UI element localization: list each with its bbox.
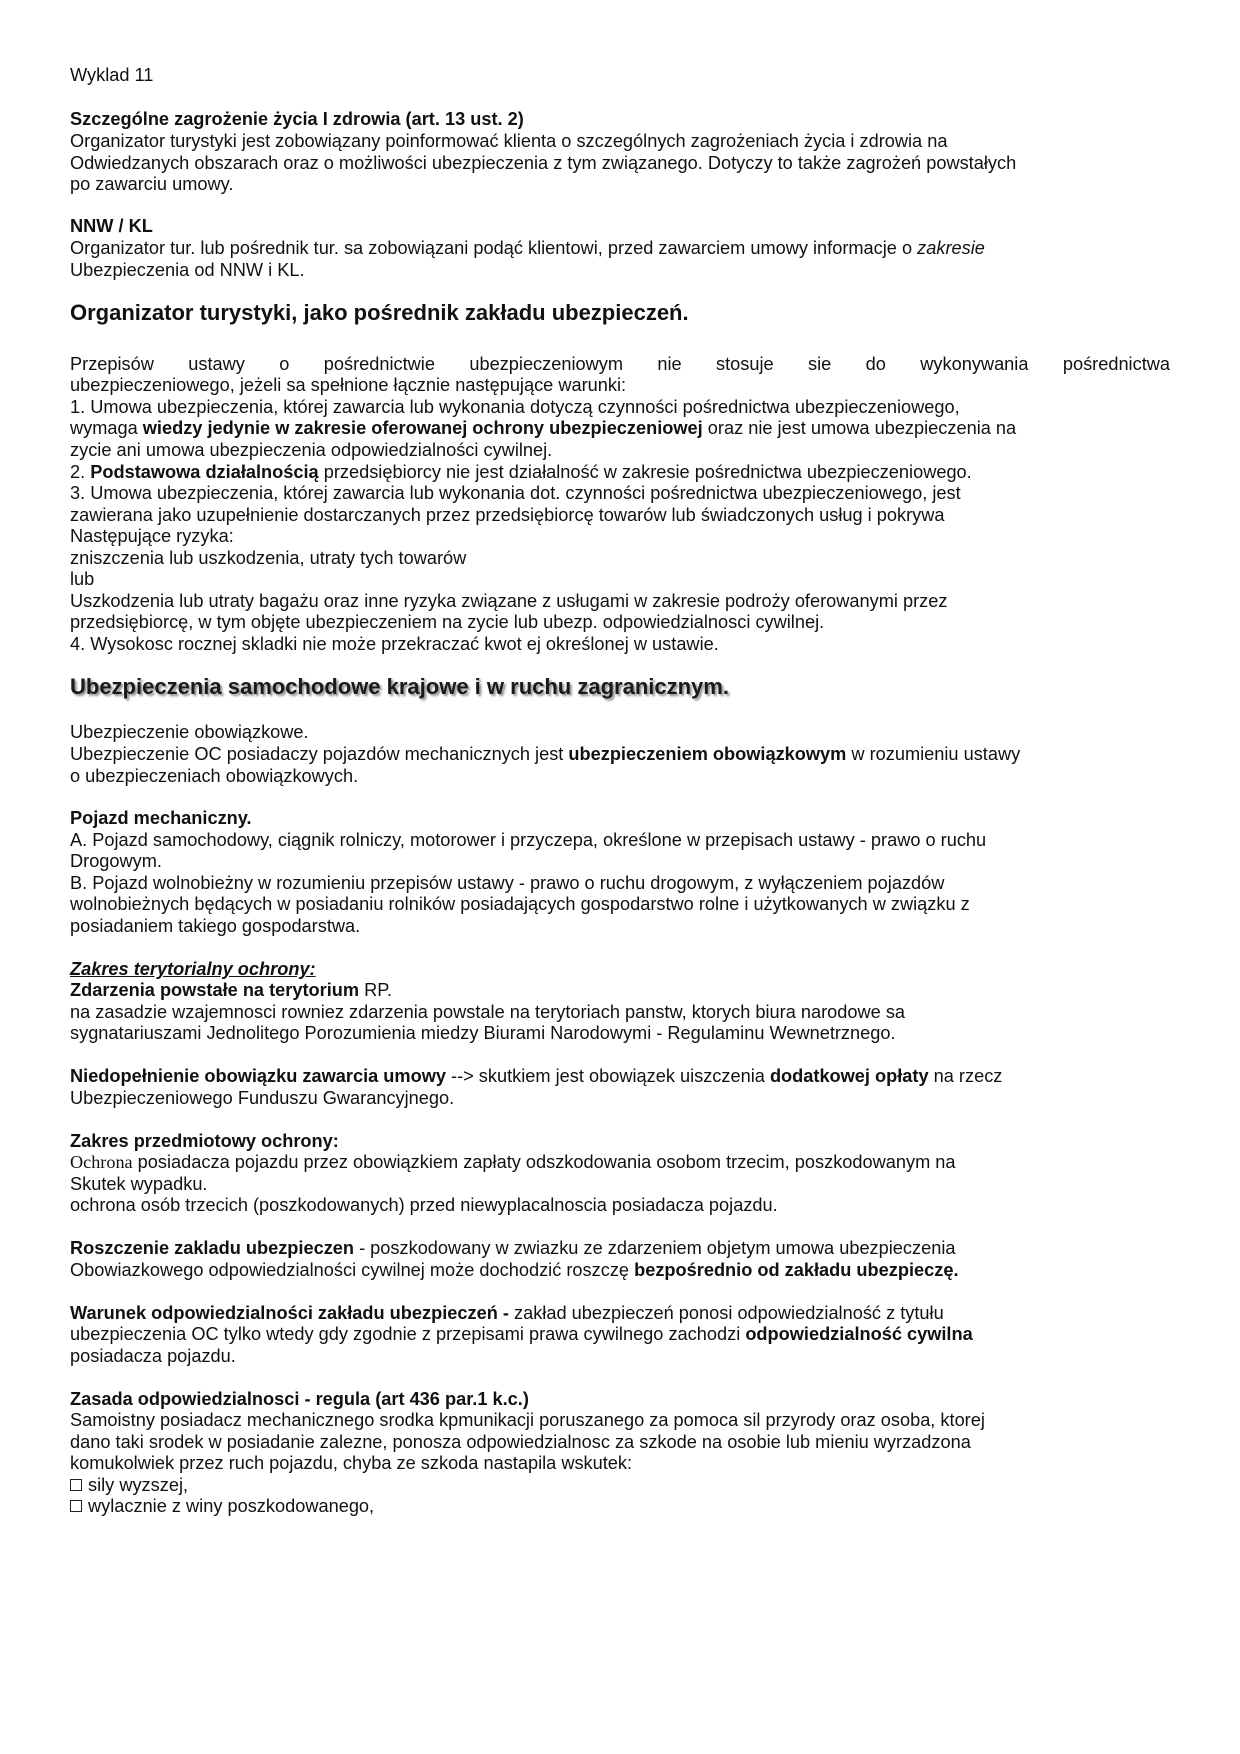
paragraph-line: B. Pojazd wolnobieżny w rozumieniu przepisów ustawy - prawo o ruchu drogowym, z wyłączeniem pojazdów: [70, 873, 945, 893]
bold-text: ubezpieczeniem obowiązkowym: [568, 744, 847, 764]
paragraph-line: 2. Podstawowa działalnością przedsiębiorcy nie jest działalność w zakresie pośrednictwa ubezpieczeniowego.: [70, 462, 972, 482]
paragraph-line: wymaga wiedzy jedynie w zakresie oferowanej ochrony ubezpieczeniowej oraz nie jest umowa ubezpieczenia na: [70, 418, 1017, 438]
bold-text: Podstawowa działalnością: [90, 462, 319, 482]
paragraph-line: Organizator tur. lub pośrednik tur. sa zobowiązani podąć klientowi, przed zawarciem umowy informacje o zakresie: [70, 238, 985, 258]
list-item: sily wyzszej,: [70, 1473, 188, 1497]
paragraph-line: Odwiedzanych obszarach oraz o możliwości ubezpieczenia z tym związanego. Dotyczy to także zagrożeń powstałych: [70, 153, 1017, 173]
paragraph-line: posiadaniem takiego gospodarstwa.: [70, 916, 361, 936]
paragraph-line: A. Pojazd samochodowy, ciągnik rolniczy, motorower i przyczepa, określone w przepisach ustawy - prawo o ruchu: [70, 830, 987, 850]
section-heading: Zakres terytorialny ochrony:: [70, 959, 316, 979]
paragraph-line: Ubezpieczenie OC posiadaczy pojazdów mechanicznych jest ubezpieczeniem obowiązkowym w rozumieniu ustawy: [70, 744, 1021, 764]
section-heading: Zakres przedmiotowy ochrony:: [70, 1131, 339, 1151]
paragraph-line: posiadacza pojazdu.: [70, 1346, 236, 1366]
lecture-title: Wyklad 11: [70, 65, 154, 85]
section-title: Organizator turystyki, jako pośrednik zakładu ubezpieczeń.: [70, 300, 689, 325]
paragraph-line: 3. Umowa ubezpieczenia, której zawarcia lub wykonania dot. czynności pośrednictwa ubezpieczeniowego, jest: [70, 483, 961, 503]
paragraph-line: przedsiębiorcę, w tym objęte ubezpieczeniem na zycie lub ubezp. odpowiedzialnosci cywilnej.: [70, 612, 825, 632]
paragraph-line: Drogowym.: [70, 851, 162, 871]
paragraph-line: Niedopełnienie obowiązku zawarcia umowy --> skutkiem jest obowiązek uiszczenia dodatkowej opłaty na rzecz: [70, 1066, 1003, 1086]
paragraph-line: lub: [70, 569, 95, 589]
paragraph-line: komukolwiek przez ruch pojazdu, chyba ze szkoda nastapila wskutek:: [70, 1453, 633, 1473]
paragraph-line: Warunek odpowiedzialności zakładu ubezpieczeń - zakład ubezpieczeń ponosi odpowiedzialność z tytułu: [70, 1303, 944, 1323]
section-heading: NNW / KL: [70, 216, 153, 236]
section-heading: Zasada odpowiedzialnosci - regula (art 436 par.1 k.c.): [70, 1389, 529, 1409]
paragraph-line: 1. Umowa ubezpieczenia, której zawarcia lub wykonania dotyczą czynności pośrednictwa ubezpieczeniowego,: [70, 397, 960, 417]
paragraph-line: ubezpieczenia OC tylko wtedy gdy zgodnie z przepisami prawa cywilnego zachodzi odpowiedzialność cywilna: [70, 1324, 973, 1344]
paragraph-line: Ubezpieczenia od NNW i KL.: [70, 260, 305, 280]
list-item: wylacznie z winy poszkodowanego,: [70, 1494, 374, 1518]
bold-text: odpowiedzialność cywilna: [745, 1324, 973, 1344]
paragraph-line: Samoistny posiadacz mechanicznego srodka kpmunikacji poruszanego za pomoca sil przyrody oraz osoba, ktorej: [70, 1410, 985, 1430]
section-heading: Pojazd mechaniczny.: [70, 808, 252, 828]
paragraph-line: zniszczenia lub uszkodzenia, utraty tych towarów: [70, 548, 467, 568]
checkbox-square-icon: [70, 1479, 82, 1491]
bold-text: dodatkowej opłaty: [769, 1066, 929, 1086]
paragraph-line: ochrona osób trzecich (poszkodowanych) przed niewyplacalnoscia posiadacza pojazdu.: [70, 1195, 778, 1215]
paragraph-line: Skutek wypadku.: [70, 1174, 208, 1194]
paragraph-line: wolnobieżnych będących w posiadaniu rolników posiadających gospodarstwo rolne i użytkowanych w związku z: [70, 894, 970, 914]
paragraph-line: Organizator turystyki jest zobowiązany poinformować klienta o szczególnych zagrożeniach życia i zdrowia na: [70, 131, 948, 151]
paragraph-line: sygnatariuszami Jednolitego Porozumienia miedzy Biurami Narodowymi - Regulaminu Wewnetrznego.: [70, 1023, 896, 1043]
paragraph-line: Przepisów ustawy o pośrednictwie ubezpieczeniowym nie stosuje sie do wykonywania pośrednictwa: [70, 354, 1170, 374]
bold-text: Zdarzenia powstałe na terytorium: [70, 980, 360, 1000]
paragraph-line: Obowiazkowego odpowiedzialności cywilnej może dochodzić roszczę bezpośrednio od zakładu ubezpieczę.: [70, 1260, 959, 1280]
paragraph-line: po zawarciu umowy.: [70, 174, 234, 194]
bold-text: Niedopełnienie obowiązku zawarcia umowy: [70, 1066, 446, 1086]
paragraph-line: ubezpieczeniowego, jeżeli sa spełnione łącznie następujące warunki:: [70, 375, 627, 395]
paragraph-line: Następujące ryzyka:: [70, 526, 234, 546]
bold-text: Roszczenie zakladu ubezpieczen: [70, 1238, 355, 1258]
paragraph-line: Ubezpieczeniowego Funduszu Gwarancyjnego.: [70, 1088, 455, 1108]
paragraph-line: na zasadzie wzajemnosci rowniez zdarzenia powstale na terytoriach panstw, ktorych biura narodowe sa: [70, 1002, 906, 1022]
paragraph-line: zycie ani umowa ubezpieczenia odpowiedzialności cywilnej.: [70, 440, 553, 460]
paragraph-line: 4. Wysokosc rocznej skladki nie może przekraczać kwot ej określonej w ustawie.: [70, 634, 719, 654]
bold-text: wiedzy jedynie w zakresie oferowanej ochrony ubezpieczeniowej: [142, 418, 703, 438]
bold-text: Warunek odpowiedzialności zakładu ubezpieczeń -: [70, 1303, 509, 1323]
section-heading: Szczególne zagrożenie życia I zdrowia (art. 13 ust. 2): [70, 109, 524, 129]
paragraph-line: Ubezpieczenie obowiązkowe.: [70, 722, 309, 742]
emphasis-text: zakresie: [917, 238, 985, 258]
paragraph-line: dano taki srodek w posiadanie zalezne, ponosza odpowiedzialnosc za szkode na osobie lub mieniu wyrzadzona: [70, 1432, 971, 1452]
paragraph-line: zawierana jako uzupełnienie dostarczanych przez przedsiębiorcę towarów lub świadczonych usług i pokrywa: [70, 505, 945, 525]
paragraph-line: o ubezpieczeniach obowiązkowych.: [70, 766, 359, 786]
bold-text: bezpośrednio od zakładu ubezpieczę.: [634, 1260, 959, 1280]
section-title: Ubezpieczenia samochodowe krajowe i w ruchu zagranicznym.: [70, 674, 729, 699]
paragraph-line: Zdarzenia powstałe na terytorium RP.: [70, 980, 393, 1000]
paragraph-line: Roszczenie zakladu ubezpieczen - poszkodowany w zwiazku ze zdarzeniem objetym umowa ubezpieczenia: [70, 1238, 956, 1258]
paragraph-line: Ochrona posiadacza pojazdu przez obowiązkiem zapłaty odszkodowania osobom trzecim, poszkodowanym na: [70, 1152, 956, 1172]
paragraph-line: Uszkodzenia lub utraty bagażu oraz inne ryzyka związane z usługami w zakresie podroży oferowanymi przez: [70, 591, 948, 611]
checkbox-square-icon: [70, 1500, 82, 1512]
